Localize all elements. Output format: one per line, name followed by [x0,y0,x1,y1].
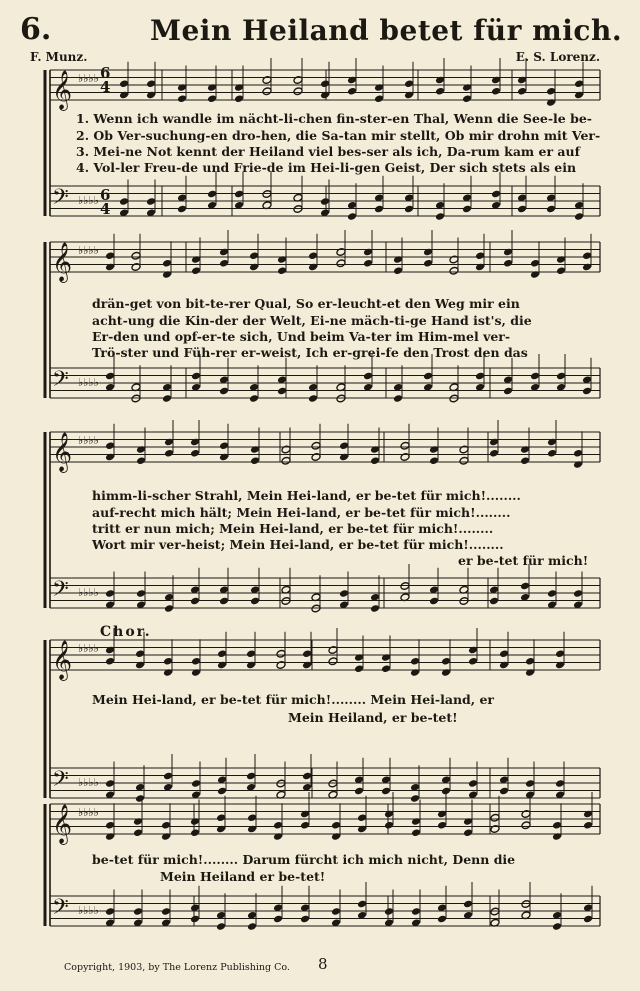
verse-4-line-2: Trö-ster und Füh-rer er-weist, Ich er-grei-fe den Trost den das [92,345,528,360]
key-signature-treble: ♭♭♭♭ [78,434,99,447]
verse-4-line-3: Wort mir ver-heist; Mein Hei-land, er be-tet für mich!........ [92,537,504,552]
time-signature-treble [100,66,110,94]
verse-3-line-2: Er-den und opf-er-te sich, Und beim Va-ter im Him-mel ver- [92,329,511,344]
verse-2-line-3: auf-recht mich hält; Mein Hei-land, er be-tet für mich!........ [92,505,511,520]
time-signature-top: 6 [100,64,111,82]
treble-clef-icon: 𝄞 [52,432,73,472]
key-signature-treble: ♭♭♭♭ [78,72,99,85]
page-number: 8 [318,955,328,973]
verse-1-line-3: himm-li-scher Strahl, Mein Hei-land, er be-tet für mich!........ [92,488,521,503]
verse-4-line-1: 4. Vol-ler Freu-de und Frie-de im Hei-li-gen Geist, Der sich stets als ein [76,160,577,175]
treble-clef-icon: 𝄞 [52,640,73,680]
verse-2-line-1: 2. Ob Ver-suchung-en dro-hen, die Sa-tan mir stellt, Ob mir drohn mit Ver- [76,128,601,143]
chorus-line-2: be-tet für mich!........ Darum fürcht ich mich nicht, Denn die [92,852,516,867]
treble-clef-icon: 𝄞 [52,242,73,282]
chorus-line-2-bass: Mein Heiland er be-tet! [160,869,326,884]
key-signature-treble: ♭♭♭♭ [78,642,99,655]
verse-2-line-2: acht-ung die Kin-der der Welt, Ei-ne mäch-ti-ge Hand ist's, die [92,313,532,328]
hymn-title: Mein Heiland betet für mich. [150,14,623,47]
bass-clef-icon: 𝄢 [52,185,69,215]
key-signature-bass: ♭♭♭♭ [78,586,99,599]
verse-1-line-2: drän-get von bit-te-rer Qual, So er-leucht-et den Weg mir ein [92,296,520,311]
time-signature-bass [100,188,110,216]
time-signature-top: 6 [100,186,111,204]
author-credit: E. S. Lorenz. [515,50,600,64]
treble-clef-icon: 𝄞 [52,804,73,844]
bass-clef-icon: 𝄢 [52,577,69,607]
verse-3-line-1: 3. Mei-ne Not kennt der Heiland viel bes-ser als ich, Da-rum kam er auf [76,144,580,159]
chorus-line-1-bass: Mein Heiland, er be-tet! [288,710,458,725]
key-signature-bass: ♭♭♭♭ [78,776,99,789]
bass-clef-icon: 𝄢 [52,895,69,925]
time-signature-bottom: 4 [100,200,111,218]
verse-1-line-1: 1. Wenn ich wandle im nächt-li-chen fin-ster-en Thal, Wenn die See-le be- [76,111,592,126]
treble-clef-icon: 𝄞 [52,70,73,110]
key-signature-bass: ♭♭♭♭ [78,904,99,917]
copyright-line: Copyright, 1903, by The Lorenz Publishing Co. [64,962,290,973]
key-signature-treble: ♭♭♭♭ [78,244,99,257]
chorus-line-1: Mein Hei-land, er be-tet für mich!........ Mein Hei-land, er [92,692,495,707]
hymn-number: 6. [20,12,52,47]
bass-clef-icon: 𝄢 [52,767,69,797]
key-signature-bass: ♭♭♭♭ [78,194,99,207]
bass-clef-icon: 𝄢 [52,367,69,397]
time-signature-bottom: 4 [100,78,111,96]
verse-3-line-3: tritt er nun mich; Mein Hei-land, er be-tet für mich!........ [92,521,494,536]
key-signature-bass: ♭♭♭♭ [78,376,99,389]
composer-credit: F. Munz. [30,50,88,64]
bass-echo-line-3: er be-tet für mich! [458,553,589,568]
chorus-label: Chor. [100,624,152,640]
key-signature-treble: ♭♭♭♭ [78,806,99,819]
